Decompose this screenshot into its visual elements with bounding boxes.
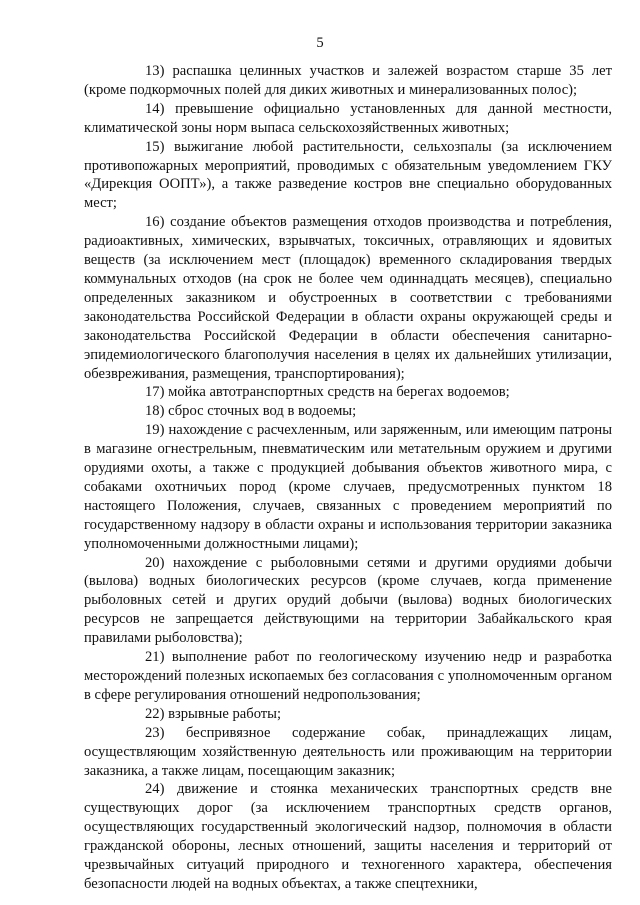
list-item-24: 24) движение и стоянка механических транспортных средств вне существующих дорог (за исключением транспортных средств органов, осуществляющих государственный экологический надзор, полномочия в области гражданской обороны, лесных отношений, защиты населения и территорий от чрезвычайных ситуаций природного и техногенного характера, обеспечения безопасности людей на водных объектах, а также спецтехники, (84, 781, 612, 892)
list-item-13: 13) распашка целинных участков и залежей возрастом старше 35 лет (кроме подкормочных полей для диких животных и минерализованных полос); (84, 63, 612, 98)
list-item-16: 16) создание объектов размещения отходов производства и потребления, радиоактивных, химических, взрывчатых, токсичных, отравляющих и ядовитых веществ (за исключением мест (площадок) временного складирования твердых коммунальных отходов (на срок не более чем одиннадцать месяцев), специально определенных заказником и обустроенных в соответствии с требованиями законодательства Российской Федерации в области охраны окружающей среды и законодательства Российской Федерации в области обеспечения санитарно-эпидемиологического благополучия населения в целях их дальнейших утилизации, обезвреживания, размещения, транспортирования); (84, 214, 612, 382)
list-item-14: 14) превышение официально установленных для данной местности, климатической зоны норм выпаса сельскохозяйственных животных; (84, 100, 612, 136)
document-body (84, 62, 612, 894)
list-item-15: 15) выжигание любой растительности, сельхозпалы (за исключением противопожарных мероприятий, проводимых с обязательным уведомлением ГКУ «Дирекция ООПТ»), а также разведение костров вне специально оборудованных мест; (84, 138, 612, 212)
list-item-20: 20) нахождение с рыболовными сетями и другими орудиями добычи (вылова) водных биологических ресурсов (кроме случаев, когда применение рыболовных сетей и других орудий добычи (вылова) водных биологических ресурсов не запрещается действующими на территории Забайкальского края правилами рыболовства); (84, 554, 612, 647)
page-number: 5 (316, 35, 324, 51)
list-item-19: 19) нахождение с расчехленным, или заряженным, или имеющим патроны в магазине огнестрельным, пневматическим или метательным оружием и другими орудиями охоты, а также с продукцией добывания объектов животного мира, с собаками охотничьих пород (кроме случаев, предусмотренных пунктом 18 настоящего Положения, случаев, связанных с проведением мероприятий по государственному надзору в области охраны и использования территории заказника уполномоченными должностными лицами); (84, 422, 612, 552)
list-item-23: 23) беспривязное содержание собак, принадлежащих лицам, осуществляющим хозяйственную деятельность или проживающим на территории заказника, а также лицам, посещающим заказник; (84, 724, 612, 779)
list-item-22: 22) взрывные работы; (145, 705, 282, 722)
list-item-17: 17) мойка автотранспортных средств на берегах водоемов; (145, 384, 510, 401)
list-item-21: 21) выполнение работ по геологическому изучению недр и разработка месторождений полезных ископаемых без согласования с уполномоченным органом в сфере регулирования отношений недропользования; (84, 649, 612, 703)
list-item-18: 18) сброс сточных вод в водоемы; (145, 403, 357, 420)
